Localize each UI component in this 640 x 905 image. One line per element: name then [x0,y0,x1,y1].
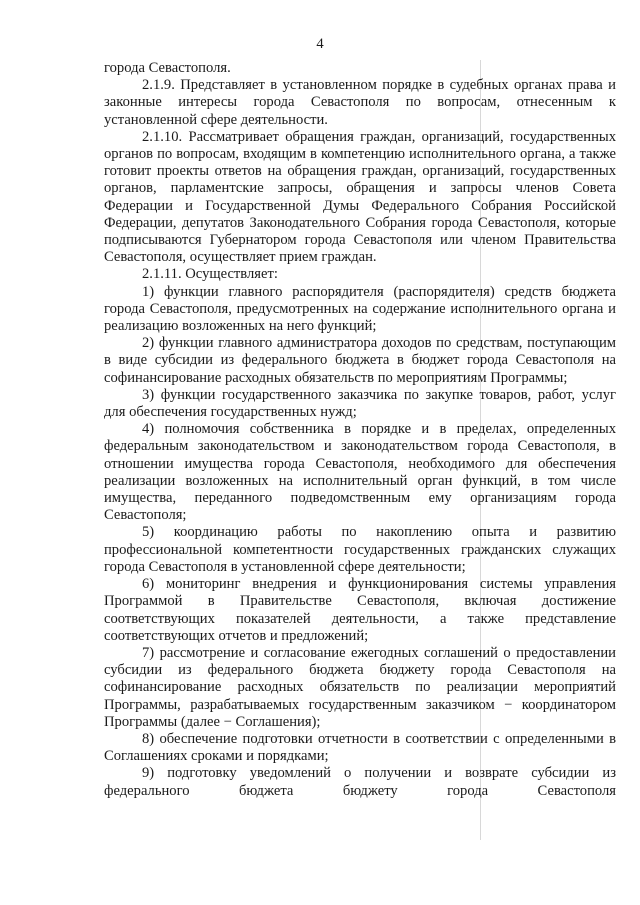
list-item-7: 7) рассмотрение и согласование ежегодных соглашений о предоставлении субсидии из федерального бюджета бюджету города Севастополя на софинансирование расходных обязательств по реализации мероприятий Программы, разрабатываемых государственным заказчиком − координатором Программы (далее − Соглашения); [104,644,616,730]
paragraph-continuation: города Севастополя. [104,60,231,76]
list-item-9: 9) подготовку уведомлений о получении и возврате субсидии из федерального бюджета бюджету города Севастополя [104,765,616,799]
list-item-6: 6) мониторинг внедрения и функционирования системы управления Программой в Правительстве Севастополя, включая достижение соответствующих показателей деятельности, а также представление соответствующих отчетов и предложений; [104,576,616,644]
list-item-1: 1) функции главного распорядителя (распорядителя) средств бюджета города Севастополя, предусмотренных на содержание исполнительного органа и реализацию возложенных на него функций; [104,283,616,335]
list-item-4: 4) полномочия собственника в порядке и в пределах, определенных федеральным законодательством и законодательством города Севастополя, в отношении имущества города Севастополя, необходимого для обеспечения реализации возложенных на исполнительный орган функций, в том числе имущества, переданного подведомственным ему организациям города Севастополя; [104,421,616,524]
list-item-2: 2) функции главного администратора доходов по средствам, поступающим в виде субсидии из федерального бюджета в бюджет города Севастополя на софинансирование расходных обязательств по мероприятиям Программы; [104,335,616,386]
list-item-5: 5) координацию работы по накоплению опыта и развитию профессиональной компетентности государственных гражданских служащих города Севастополя в установленной сфере деятельности; [104,524,616,575]
document-body [104,60,616,800]
list-item-8: 8) обеспечение подготовки отчетности в соответствии с определенными в Соглашениях сроками и порядками; [104,730,616,765]
page-number: 4 [316,36,324,52]
paragraph-2-1-9: 2.1.9. Представляет в установленном порядке в судебных органах права и законные интересы города Севастополя по вопросам, отнесенным к установленной сфере деятельности. [104,77,616,128]
paragraph-2-1-11: 2.1.11. Осуществляет: [142,266,278,283]
paragraph-2-1-10: 2.1.10. Рассматривает обращения граждан, организаций, государственных органов по вопросам, входящим в компетенцию исполнительного органа, а также готовит проекты ответов на обращения граждан, организаций, государственных органов, парламентские запросы, обращения и запросы членов Совета Федерации и Государственной Думы Федерального Собрания Российской Федерации, депутатов Законодательного Собрания города Севастополя, которые подписываются Губернатором города Севастополя или членом Правительства Севастополя, осуществляет прием граждан. [104,128,616,266]
list-item-3: 3) функции государственного заказчика по закупке товаров, работ, услуг для обеспечения государственных нужд; [104,386,616,421]
